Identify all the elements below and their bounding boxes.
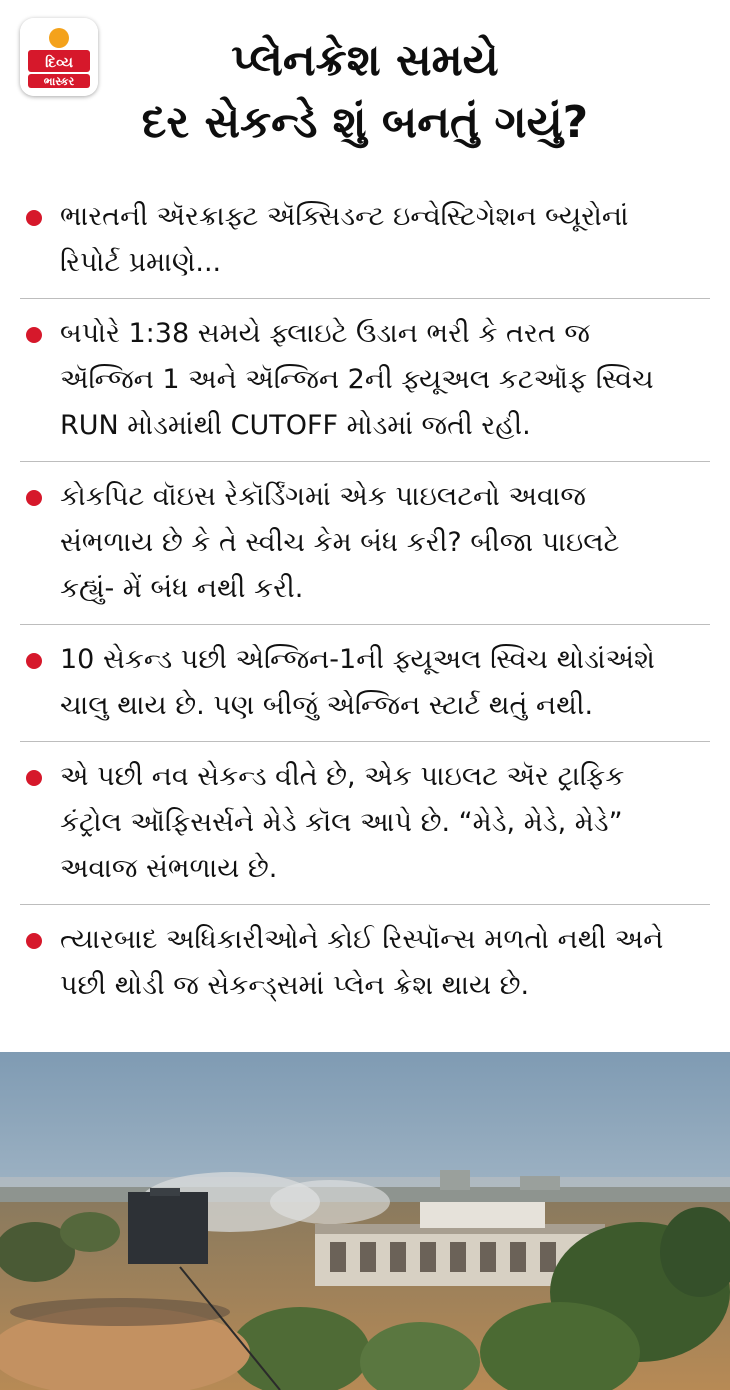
list-item-text: ભારતની ઍરક્રાફ્ટ ઍક્સિડન્ટ ઇન્વેસ્ટિગેશન બ્યૂરોનાં રિપોર્ટ પ્રમાણે...	[60, 201, 629, 278]
list-item	[20, 299, 710, 462]
list-item	[20, 625, 710, 742]
logo-text-bottom: ભાસ્કર	[43, 75, 75, 88]
bullet-dot-icon	[26, 933, 42, 949]
list-item-text: ત્યારબાદ અધિકારીઓને કોઈ રિસ્પૉન્સ મળતો નથી અને પછી થોડી જ સેકન્ડ્સમાં પ્લેન ક્રેશ થાય છે.	[60, 924, 664, 1001]
title-line-1: પ્લેનક્રેશ સમયે	[231, 35, 499, 86]
bullet-dot-icon	[26, 327, 42, 343]
bullet-list	[0, 182, 730, 1021]
page-title	[0, 30, 730, 154]
list-item-text: કોકપિટ વૉઇસ રેકૉર્ડિંગમાં એક પાઇલટનો અવાજ સંભળાય છે કે તે સ્વીચ કેમ બંધ કરી? બીજા પાઇલટે કહ્યું- મેં બંધ નથી કરી.	[60, 481, 620, 604]
header	[0, 0, 730, 170]
list-item-text: 10 સેકન્ડ પછી એન્જિન-1ની ફ્યૂઅલ સ્વિચ થોડાંઅંશે ચાલુ થાય છે. પણ બીજું એન્જિન સ્ટાર્ટ થતું નથી.	[60, 644, 655, 721]
bullet-dot-icon	[26, 653, 42, 669]
logo-text-top: દિવ્ય	[45, 55, 73, 71]
list-item	[20, 462, 710, 625]
title-line-2: દર સેકન્ડે શું બનતું ગયું?	[141, 97, 589, 148]
bullet-dot-icon	[26, 770, 42, 786]
list-item-text: એ પછી નવ સેકન્ડ વીતે છે, એક પાઇલટ ઍર ટ્રાફિક કંટ્રોલ ઑફિસર્સને મેડે કૉલ આપે છે. “મેડે, મેડે, મેડે” અવાજ સંભળાય છે.	[60, 761, 625, 884]
list-item	[20, 742, 710, 905]
bullet-dot-icon	[26, 210, 42, 226]
crash-site-photo	[0, 1052, 730, 1390]
bullet-dot-icon	[26, 490, 42, 506]
list-item	[20, 905, 710, 1021]
list-item	[20, 182, 710, 299]
list-item-text: બપોરે 1:38 સમયે ફ્લાઇટે ઉડાન ભરી કે તરત જ ઍન્જિન 1 અને ઍન્જિન 2ની ફ્યૂઅલ કટઑફ સ્વિચ RUN મોડમાંથી CUTOFF મોડમાં જતી રહી.	[60, 318, 654, 441]
